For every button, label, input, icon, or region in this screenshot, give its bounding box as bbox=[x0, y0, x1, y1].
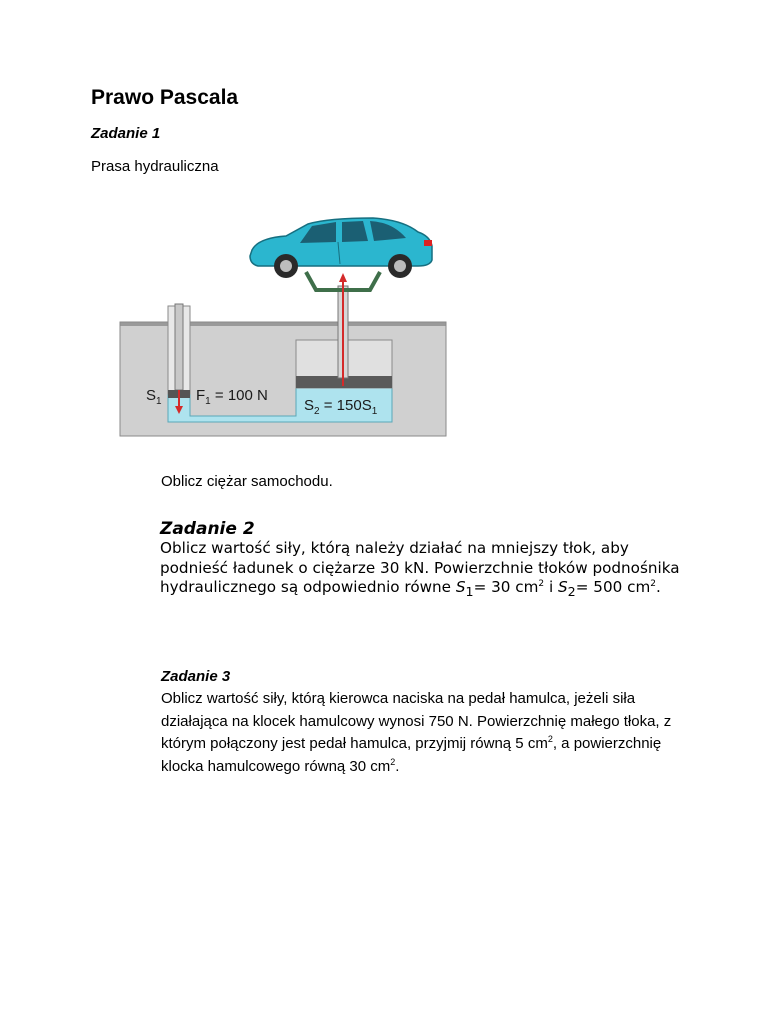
task2-section bbox=[160, 519, 680, 602]
task2-body: Oblicz wartość siły, którą należy działać na mniejszy tłok, aby podnieść ładunek o ciężarze 30 kN. Powierzchnie tłoków podnośnika hydraulicznego są odpowiednio równe $S_1= 30$ $cm^2$ i $S_2= 500$ $cm^2$. bbox=[160, 539, 680, 600]
task1-subtitle: Prasa hydrauliczna bbox=[91, 158, 219, 175]
figure-label-s2: $S_2 = 150S_1$ bbox=[304, 397, 378, 417]
task3-section bbox=[161, 667, 681, 778]
figure-label-f1: $F_1 = 100$ N bbox=[196, 387, 268, 407]
task3-heading: Zadanie 3 bbox=[161, 668, 231, 685]
task1-question: Oblicz ciężar samochodu. bbox=[161, 473, 333, 490]
car-icon bbox=[250, 218, 432, 278]
small-piston-rod bbox=[175, 304, 183, 390]
task3-body: Oblicz wartość siły, którą kierowca naciska na pedał hamulca, jeżeli siła działająca na klocek hamulcowy wynosi 750 N. Powierzchnię małego tłoka, z którym połączony jest pedał hamulca, przyjmij równą 5 $cm^2$, a powierzchnię klocka hamulcowego równą 30 $cm^2$. bbox=[161, 690, 672, 775]
task2-heading: Zadanie 2 bbox=[160, 519, 255, 539]
page-title: Prawo Pascala bbox=[91, 86, 239, 109]
hydraulic-press-figure bbox=[118, 210, 450, 442]
figure-label-s1: $S_1$ bbox=[146, 387, 162, 407]
task1-heading: Zadanie 1 bbox=[91, 125, 161, 142]
